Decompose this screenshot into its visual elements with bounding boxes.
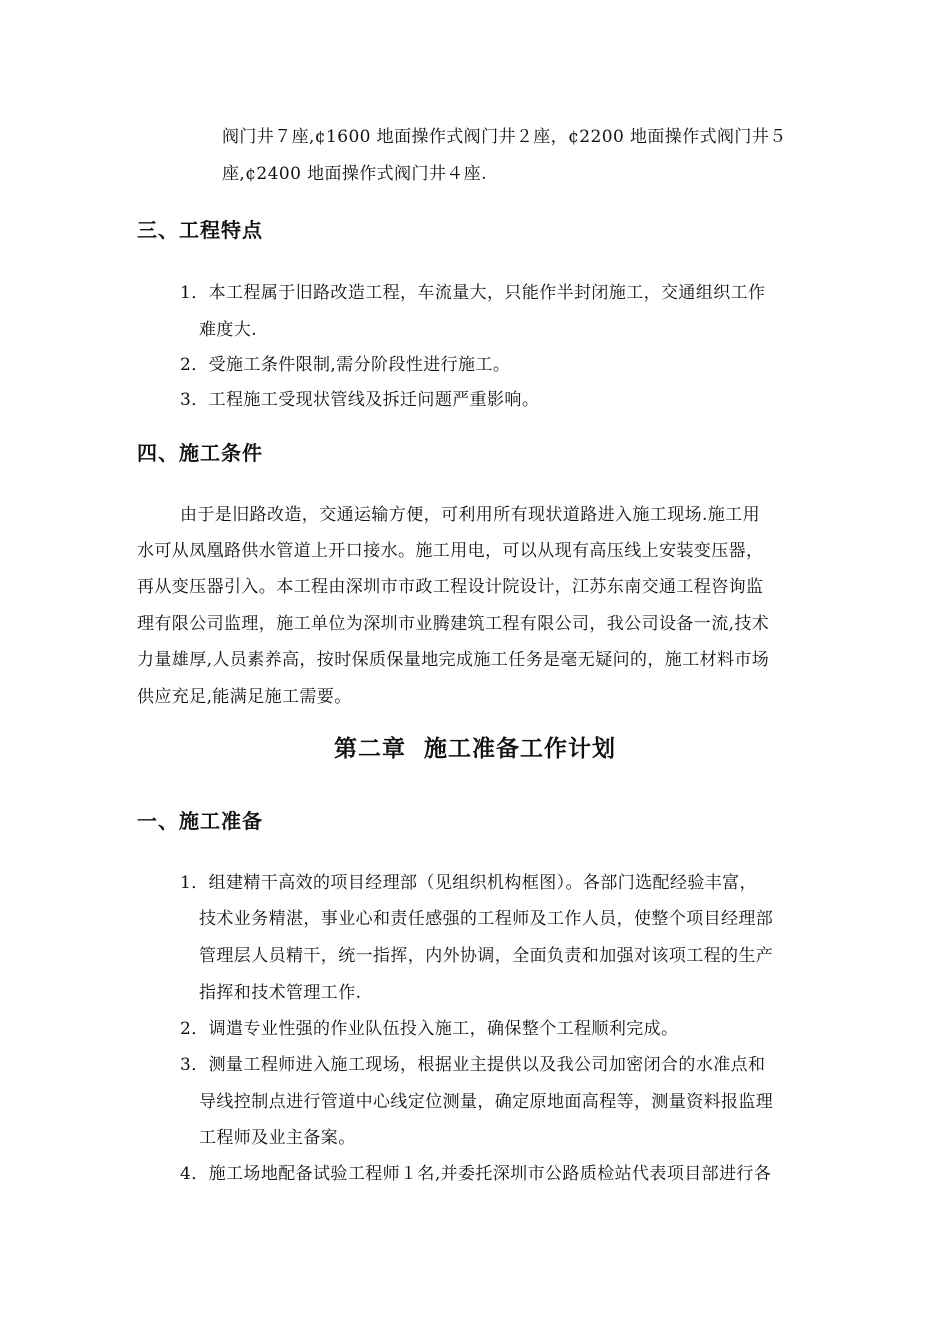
section3-item-2: 2．受施工条件限制,需分阶段性进行施工。 — [180, 355, 511, 375]
intro-line-1: 阀门井７座,¢1600 地面操作式阀门井２座，¢2200 地面操作式阀门井５ — [222, 127, 787, 147]
section-heading-prep: 一、施工准备 — [137, 809, 263, 833]
prep-item-3-cont-1: 导线控制点进行管道中心线定位测量，确定原地面高程等，测量资料报监理 — [199, 1092, 774, 1112]
section3-item-3: 3．工程施工受现状管线及拆迁问题严重影响。 — [180, 390, 540, 410]
prep-item-1-cont-3: 指挥和技术管理工作. — [199, 983, 362, 1003]
section3-item-1: 1．本工程属于旧路改造工程，车流量大，只能作半封闭施工，交通组织工作 — [180, 283, 766, 303]
section4-paragraph-line-2: 水可从凤凰路供水管道上开口接水。施工用电，可以从现有高压线上安装变压器， — [137, 541, 764, 561]
section-heading-4: 四、施工条件 — [137, 441, 263, 465]
prep-item-3: 3．测量工程师进入施工现场，根据业主提供以及我公司加密闭合的水准点和 — [180, 1055, 766, 1075]
prep-item-3-cont-2: 工程师及业主备案。 — [199, 1128, 356, 1148]
section4-paragraph-line-6: 供应充足,能满足施工需要。 — [137, 687, 352, 707]
prep-item-1: 1．组建精干高效的项目经理部（见组织机构框图）。各部门选配经验丰富， — [180, 873, 757, 893]
prep-item-2: 2．调遣专业性强的作业队伍投入施工，确保整个工程顺利完成。 — [180, 1019, 679, 1039]
section-heading-3: 三、工程特点 — [137, 218, 263, 242]
section4-paragraph-line-4: 理有限公司监理，施工单位为深圳市业腾建筑工程有限公司，我公司设备一流,技术 — [137, 614, 770, 634]
section4-paragraph-line-5: 力量雄厚,人员素养高，按时保质保量地完成施工任务是毫无疑问的，施工材料市场 — [137, 650, 770, 670]
section4-paragraph-line-3: 再从变压器引入。本工程由深圳市市政工程设计院设计，江苏东南交通工程咨询监 — [137, 577, 764, 597]
prep-item-1-cont-2: 管理层人员精干，统一指挥，内外协调，全面负责和加强对该项工程的生产 — [199, 946, 774, 966]
intro-line-2: 座,¢2400 地面操作式阀门井４座. — [222, 164, 487, 184]
prep-item-4: 4．施工场地配备试验工程师１名,并委托深圳市公路质检站代表项目部进行各 — [180, 1164, 772, 1184]
prep-item-1-cont-1: 技术业务精湛，事业心和责任感强的工程师及工作人员，使整个项目经理部 — [199, 909, 774, 929]
chapter-title: 第二章 施工准备工作计划 — [333, 736, 616, 762]
section4-paragraph-line-1: 由于是旧路改造，交通运输方便，可利用所有现状道路进入施工现场.施工用 — [180, 505, 761, 525]
section3-item-1-cont: 难度大. — [199, 320, 258, 340]
